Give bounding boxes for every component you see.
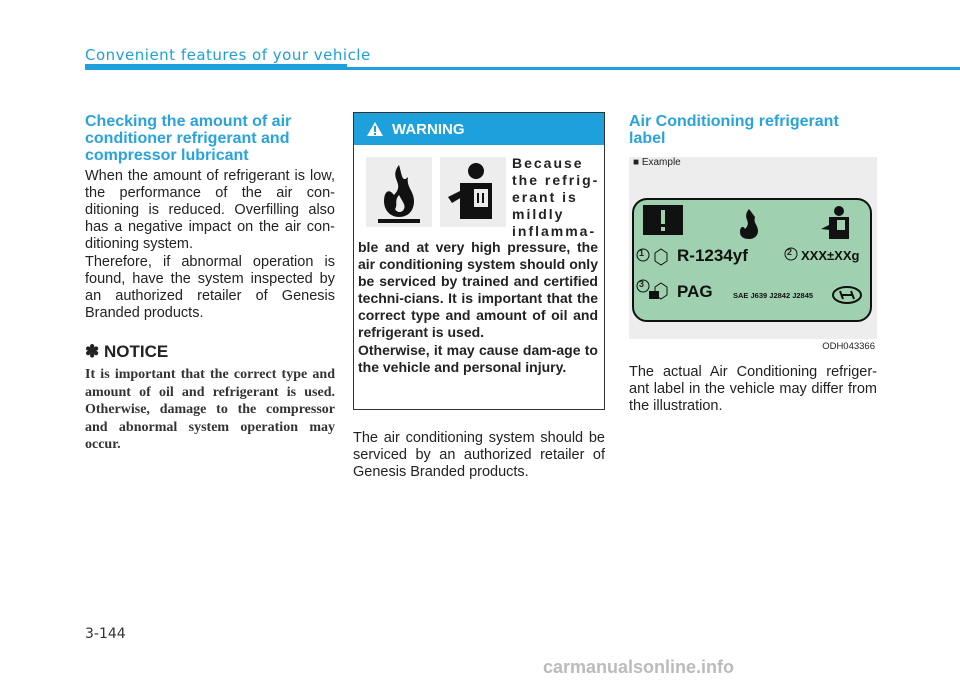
sae-standards: SAE J639 J2842 J2845 [733,291,814,300]
warning-triangle-icon [366,121,384,137]
flammable-icon [366,157,432,227]
paragraph-label-differ: The actual Air Conditioning refriger-ant label in the vehicle may differ from the illustration. [629,364,877,414]
warning-box [353,112,605,410]
warning-header [354,113,604,145]
technician-manual-icon [440,157,506,227]
label-marker-1: 1 [639,248,645,258]
figure-code: ODH043366 [822,341,875,352]
watermark: carmanualsonline.info [543,657,735,677]
paragraph-refrigerant-low: When the amount of refrigerant is low, the performance of the air con-ditioning is reduced. Overfilling also has a negative impact on the air con-ditioning system. [85,168,335,252]
notice-title: ✽ NOTICE [85,342,169,361]
warning-side-line: the refrig- [512,172,600,188]
label-marker-2: 2 [787,247,793,257]
section-header: Convenient features of your vehicle [85,46,371,64]
warning-side-line: mildly [512,206,565,222]
refrigerant-check-heading: Checking the amount of air conditioner refrigerant and compressor lubricant [85,113,292,164]
oil-type: PAG [677,282,713,301]
paragraph-service: The air conditioning system should be serviced by an authorized retailer of Genesis Branded products. [353,430,605,480]
warning-side-line: erant is [512,189,578,205]
paragraph-inspection: Therefore, if abnormal operation is found, have the system inspected by an authorized retailer of Genesis Branded products. [85,254,335,321]
warning-side-line: inflamma- [512,223,597,239]
label-section-heading: Air Conditioning refrigerant label [629,113,839,147]
warning-title: WARNING [392,120,465,138]
refrigerant-amount: XXX±XXg [801,248,860,263]
example-caption: ■ Example [633,157,681,168]
warning-text-main: ble and at very high pressure, the air conditioning system should only be serviced by trained and certified techni-cians. It is important that the correct type and amount of oil and refrigerant is used. [358,239,598,340]
label-marker-3: 3 [639,279,645,289]
warning-side-text [512,155,600,240]
warning-side-line: Because [512,155,584,171]
header-rule-accent [85,64,347,70]
refrigerant-type: R-1234yf [677,246,748,265]
notice-body: It is important that the correct type and amount of oil and refrigerant is used. Otherwise, damage to the compressor and abnormal system operation may occur. [85,367,335,452]
warning-text-consequence: Otherwise, it may cause dam-age to the vehicle and personal injury. [358,342,598,375]
page-number: 3-144 [85,626,126,642]
label-figure [629,157,877,352]
